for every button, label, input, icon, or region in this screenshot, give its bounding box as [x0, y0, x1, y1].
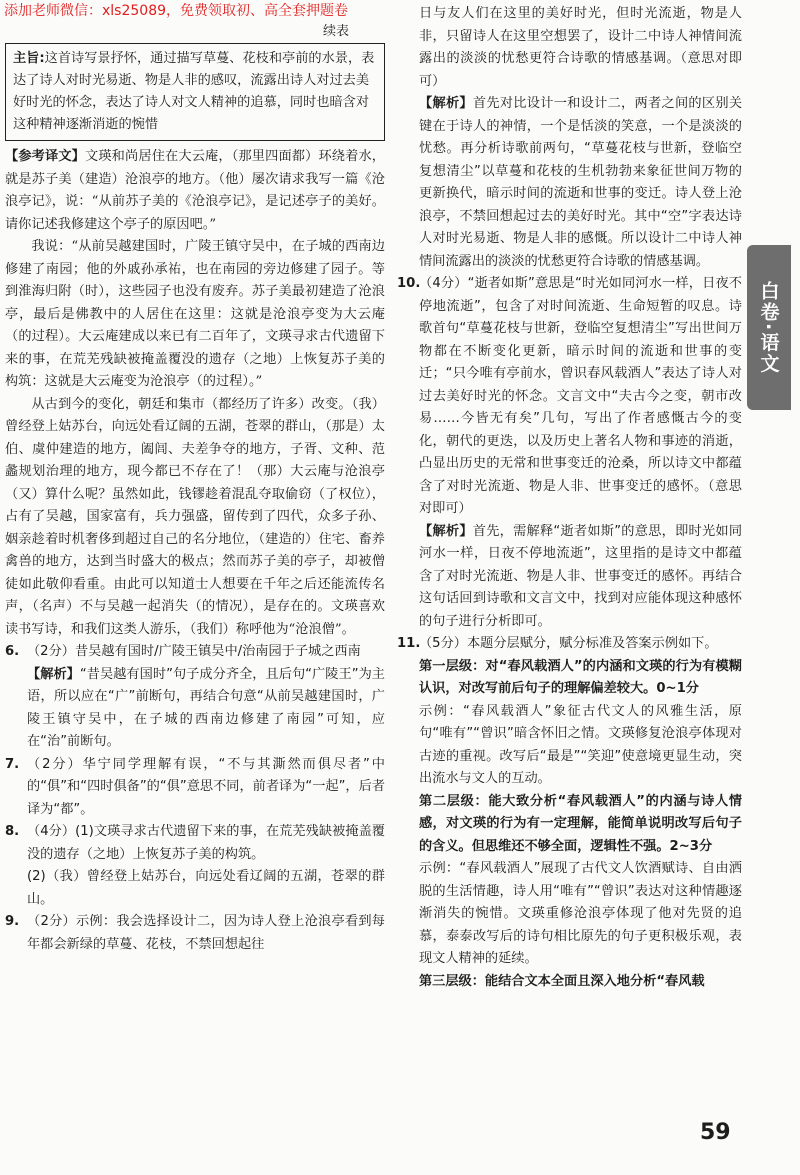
answer-10-analysis-text: 首先，需解释“逝者如斯”的意思，即时光如同河水一样，日夜不停地流逝”，这里指的是诗文中都蕴含了对时光流逝、物是人非、世事变迁的感怀。再结合这句话回到诗歌和文言文中，找到对应能体现这种感怀的句子进行分析即可。	[419, 523, 743, 629]
answer-11-number: 11.	[397, 636, 421, 651]
answer-11-example-1: 示例：“春风载酒人”象征古代文人的风雅生活，原句“唯有”“曾识”暗含怀旧之情。文瑛修复沧浪亭体现对古迹的重视。改写后“最是”“笑迎”使意境更显生动，突出流水与文人的互动。	[419, 703, 742, 786]
answer-9-text: （2分）示例：我会选择设计二，因为诗人登上沧浪亭看到每年都会新绿的草蔓、花枝，不禁回想起往	[27, 914, 385, 952]
continued-label: 续表	[322, 24, 349, 39]
answer-8	[5, 821, 385, 866]
answer-9-number: 9.	[5, 914, 20, 929]
answer-11	[397, 633, 742, 656]
translation-paragraph-1	[5, 146, 385, 236]
translation-label: 【参考译文】	[5, 149, 86, 164]
answer-10-analysis	[397, 521, 742, 634]
answer-8-number: 8.	[5, 824, 20, 839]
answer-7-text: （2分）华宁同学理解有误，“不与其澌然而俱尽者”中的“俱”和“四时俱备”的“俱”意思不同，前者译为“一起”，后者译为“都”。	[27, 756, 385, 817]
summary-label: 主旨:	[13, 51, 45, 66]
analysis-label: 【解析】	[419, 96, 473, 111]
right-column	[397, 3, 742, 993]
answer-11-intro: （5分）本题分层赋分，赋分标准及答案示例如下。	[419, 636, 718, 651]
translation-text-1: 文瑛和尚居住在大云庵，（那里四面都）环绕着水，就是苏子美（建造）沧浪亭的地方。（他）屡次请求我写一篇《沧浪亭记》，说：“从前苏子美的《沧浪亭记》，是记述亭子的美好。请你记述我修建这个亭子的原因吧。”	[5, 149, 385, 232]
answer-6	[5, 641, 385, 664]
answer-6-analysis	[5, 664, 385, 754]
answer-11-level-1: 第一层级：对“春风载酒人”的内涵和文瑛的行为有模糊认识，对改写前后句子的理解偏差较大。0~1分	[419, 658, 742, 696]
left-column	[5, 23, 385, 956]
answer-9-continued: 日与友人们在这里的美好时光，但时光流逝，物是人非，只留诗人在这里空想罢了，设计二中诗人神情间流露出的淡淡的忧愁更符合诗歌的情感基调。（意思对即可）	[419, 6, 742, 89]
answer-8-text-1: （4分）(1)文瑛寻求古代遗留下来的事，在荒芜残缺被掩盖覆没的遗存（之地）上恢复苏子美的构筑。	[27, 824, 385, 862]
answer-6-text: （2分）昔吴越有国时/广陵王镇吴中/治南园于子城之西南	[27, 644, 361, 659]
answer-10	[397, 273, 742, 521]
translation-paragraph-2: 我说：“从前吴越建国时，广陵王镇守吴中，在子城的西南边修建了南园；他的外戚孙承祐，也在南园的旁边修建了园子。等到淮海归附（时），这些园子也没有废弃。苏子美最初建造了沧浪亭，最后是佛教中的人居住在这里：这就是沧浪亭变为大云庵（的过程）。大云庵建成以来已有二百年了，文瑛寻求古代遗留下来的事，在荒芜残缺被掩盖覆没的遗存（之地）上恢复苏子美的构筑：这就是大云庵变为沧浪亭（的过程）。”	[5, 239, 385, 389]
summary-text: 这首诗写景抒怀，通过描写草蔓、花枝和亭前的水景，表达了诗人对时光易逝、物是人非的感叹，流露出诗人对过去美好时光的怀念，表达了诗人对文人精神的追慕，同时也暗含对这种精神逐渐消逝的惋惜	[13, 51, 375, 132]
translation-paragraph-3: 从古到今的变化，朝廷和集市（都经历了许多）改变。（我）曾经登上姑苏台，向远处看辽阔的五湖，苍翠的群山，（那是）太伯、虞仲建造的地方，阖闾、夫差争夺的地方，子胥、文种、范蠡规划治理的地方，现今都已不存在了！（那）大云庵与沧浪亭（又）算什么呢？虽然如此，钱镠趁着混乱夺取偷窃（了权位），占有了吴越，国家富有，兵力强盛，留传到了四代，众多子孙、姻亲趁着时机奢侈到超过自己的名分地位，（建造的）住宅、畜养禽兽的地方，达到当时盛大的极点；然而苏子美的亭子，却被僧徒如此敬仰看重。由此可以知道士人想要在千年之后还能流传名声，（名声）不与吴越一起消失（的情况），是存在的。文瑛喜欢读书写诗，和我们这类人游乐，（我们）称呼他为“沧浪僧”。	[5, 396, 385, 637]
answer-7	[5, 754, 385, 822]
answer-9-analysis-text: 首先对比设计一和设计二，两者之间的区别关键在于诗人的神情，一个是恬淡的笑意，一个是淡淡的忧愁。再分析诗歌前两句，“草蔓花枝与世新，登临空复想清尘”以草蔓和花枝的生机勃勃来象征世间万物的更新换代，暗示时间的流逝和世事的变迁。诗人登上沧浪亭，不禁回想起过去的美好时光。其中“空”字表达诗人对时光易逝、物是人非的感慨。所以设计二中诗人神情间流露出的淡淡的忧愁更符合诗歌的情感基调。	[419, 96, 743, 269]
answer-10-text: （4分）“逝者如斯”意思是“时光如同河水一样，日夜不停地流逝”，包含了对时间流逝、生命短暂的叹息。诗歌首句“草蔓花枝与世新，登临空复想清尘”写出世间万物都在不断变化更新，暗示时间的流逝和世事的变迁；“只今唯有亭前水，曾识春风载酒人”表达了诗人对过去美好时光的怀念。文言文中“夫古今之变，朝市改易……今皆无有矣”几句，写出了作者感慨古今的变化，朝代的更迭，以及历史上著名人物和事迹的消逝，凸显出历史的无常和世事变迁的沧桑，所以诗文中都蕴含了对时光流逝、物是人非、世事变迁的感怀。（意思对即可）	[419, 276, 742, 516]
answer-10-number: 10.	[397, 276, 421, 291]
answer-8-text-2: (2)（我）曾经登上姑苏台，向远处看辽阔的五湖，苍翠的群山。	[27, 869, 385, 907]
page-number: 59	[700, 1120, 731, 1145]
answer-11-example-2: 示例：“春风载酒人”展现了古代文人饮酒赋诗、自由洒脱的生活情趣，诗人用“唯有”“曾识”表达对这种情趣逐渐消失的惋惜。文瑛重修沧浪亭体现了他对先贤的追慕，泰泰改写后的诗句相比原先的句子更积极乐观，表现文人精神的延续。	[419, 861, 742, 966]
side-tab-label: 白卷·语文	[757, 280, 780, 375]
answer-7-number: 7.	[5, 756, 20, 772]
analysis-label: 【解析】	[419, 523, 473, 539]
answer-11-level-2: 第二层级：能大致分析“春风载酒人”的内涵与诗人情感，对文瑛的行为有一定理解，能简单说明改写后句子的含义。但思维还不够全面，逻辑性不强。2~3分	[419, 793, 742, 854]
watermark-text: 添加老师微信：xls25089，免费领取初、高全套押题卷	[4, 3, 349, 19]
answer-9	[5, 911, 385, 956]
answer-6-number: 6.	[5, 644, 20, 659]
analysis-label: 【解析】	[27, 666, 80, 682]
answer-6-analysis-text: “昔吴越有国时”句子成分齐全，且后句“广陵王”为主语，所以应在“广”前断句，再结合句意“从前吴越建国时，广陵王镇守吴中，在子城的西南边修建了南园”可知，应在“治”前断句。	[27, 666, 385, 749]
answer-11-level-3: 第三层级：能结合文本全面且深入地分析“春风载	[419, 973, 705, 989]
answer-9-analysis	[397, 93, 742, 273]
subject-side-tab	[747, 245, 791, 410]
theme-summary-box	[5, 43, 385, 141]
